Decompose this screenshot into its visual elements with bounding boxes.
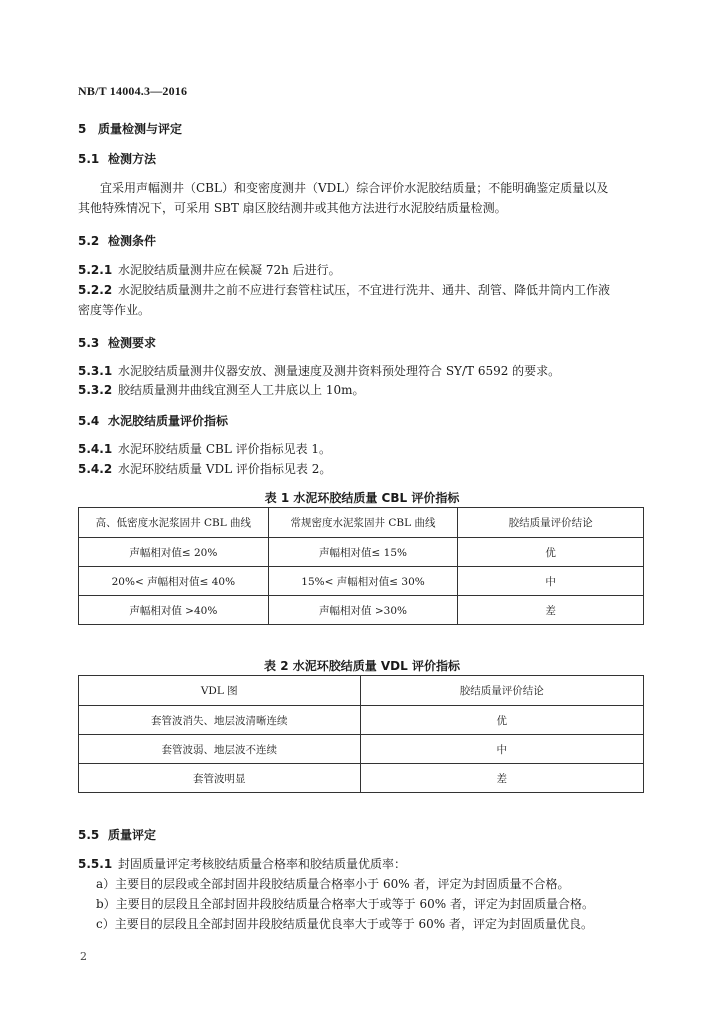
- table-row: [79, 764, 644, 793]
- section-number: 5.1: [78, 152, 100, 166]
- table-cell: 优: [458, 538, 644, 567]
- clause-5-5-1: [78, 855, 406, 872]
- section-5-2-heading: [78, 232, 156, 249]
- table-cell: 差: [458, 596, 644, 625]
- page-number: 2: [80, 950, 87, 963]
- list-item: b）主要目的层段且全部封固井段胶结质量合格率大于或等于 60% 者，评定为封固质量合格。: [96, 897, 594, 911]
- section-title: 检测条件: [108, 234, 157, 248]
- clause-text: 水泥胶结质量测井之前不应进行套管柱试压，不宜进行洗井、通井、刮管、降低井筒内工作液: [118, 283, 611, 297]
- section-5-5-heading: [78, 826, 156, 843]
- table-header-row: [79, 508, 644, 538]
- table-cell: 套管波弱、地层波不连续: [79, 735, 361, 764]
- standard-code-header: NB/T 14004.3—2016: [78, 84, 188, 98]
- paragraph-line: 其他特殊情况下，可采用 SBT 扇区胶结测井或其他方法进行水泥胶结质量检测。: [78, 201, 507, 215]
- table-row: [79, 596, 644, 625]
- clause-number: 5.2.1: [78, 263, 113, 277]
- clause-5-2-1: [78, 261, 341, 278]
- clause-number: 5.4.1: [78, 442, 113, 456]
- clause-number: 5.3.2: [78, 383, 113, 397]
- table-cell: 套管波消失、地层波清晰连续: [79, 706, 361, 735]
- clause-number: 5.4.2: [78, 462, 113, 476]
- table-row: [79, 735, 644, 764]
- table-2-caption: 表 2 水泥环胶结质量 VDL 评价指标: [264, 659, 460, 673]
- table-1: [78, 507, 644, 625]
- section-title: 质量评定: [108, 828, 157, 842]
- table-cell: 中: [360, 735, 644, 764]
- clause-text: 水泥环胶结质量 VDL 评价指标见表 2。: [118, 462, 332, 476]
- section-title: 质量检测与评定: [98, 122, 183, 136]
- table-cell: 声幅相对值≤ 15%: [268, 538, 458, 567]
- table-2: [78, 675, 644, 793]
- table-header-cell: 常规密度水泥浆固井 CBL 曲线: [268, 508, 458, 538]
- table-cell: 15%< 声幅相对值≤ 30%: [268, 567, 458, 596]
- table-cell: 20%< 声幅相对值≤ 40%: [79, 567, 269, 596]
- clause-number: 5.3.1: [78, 364, 113, 378]
- clause-text: 封固质量评定考核胶结质量合格率和胶结质量优质率：: [118, 857, 407, 871]
- clause-5-3-2: [78, 381, 364, 398]
- section-number: 5.3: [78, 336, 100, 350]
- section-title: 检测方法: [108, 152, 157, 166]
- table-1-caption: 表 1 水泥环胶结质量 CBL 评价指标: [264, 491, 460, 505]
- table-row: [79, 706, 644, 735]
- section-5-heading: [78, 120, 182, 137]
- section-number: 5: [78, 122, 87, 136]
- section-number: 5.5: [78, 828, 100, 842]
- clause-text: 胶结质量测井曲线宜测至人工井底以上 10m。: [118, 383, 365, 397]
- table-cell: 差: [360, 764, 644, 793]
- section-number: 5.2: [78, 234, 100, 248]
- table-row: [79, 567, 644, 596]
- list-item: a）主要目的层段或全部封固井段胶结质量合格率小于 60% 者，评定为封固质量不合格。: [96, 877, 570, 891]
- clause-5-4-2: [78, 460, 331, 477]
- clause-number: 5.2.2: [78, 283, 113, 297]
- clause-text: 水泥胶结质量测井仪器安放、测量速度及测井资料预处理符合 SY/T 6592 的要求。: [118, 364, 561, 378]
- table-row: [79, 538, 644, 567]
- paragraph-line: 宜采用声幅测井（CBL）和变密度测井（VDL）综合评价水泥胶结质量；不能明确鉴定质量以及: [100, 181, 609, 195]
- table-cell: 优: [360, 706, 644, 735]
- clause-text: 水泥胶结质量测井应在候凝 72h 后进行。: [118, 263, 341, 277]
- table-cell: 声幅相对值 >40%: [79, 596, 269, 625]
- table-cell: 中: [458, 567, 644, 596]
- section-title: 水泥胶结质量评价指标: [108, 414, 229, 428]
- list-item: c）主要目的层段且全部封固井段胶结质量优良率大于或等于 60% 者，评定为封固质量优良。: [96, 917, 594, 931]
- clause-5-2-2: [78, 281, 610, 298]
- clause-number: 5.5.1: [78, 857, 113, 871]
- section-5-1-heading: [78, 150, 156, 167]
- clause-text: 水泥环胶结质量 CBL 评价指标见表 1。: [118, 442, 332, 456]
- clause-continuation: 密度等作业。: [78, 303, 151, 317]
- table-cell: 声幅相对值 >30%: [268, 596, 458, 625]
- clause-5-4-1: [78, 440, 331, 457]
- table-cell: 套管波明显: [79, 764, 361, 793]
- table-header-cell: 胶结质量评价结论: [458, 508, 644, 538]
- clause-5-3-1: [78, 362, 560, 379]
- table-header-cell: 胶结质量评价结论: [360, 676, 644, 706]
- table-cell: 声幅相对值≤ 20%: [79, 538, 269, 567]
- section-title: 检测要求: [108, 336, 157, 350]
- table-header-cell: 高、低密度水泥浆固井 CBL 曲线: [79, 508, 269, 538]
- table-header-cell: VDL 图: [79, 676, 361, 706]
- section-5-3-heading: [78, 334, 156, 351]
- section-number: 5.4: [78, 414, 100, 428]
- table-header-row: [79, 676, 644, 706]
- section-5-4-heading: [78, 412, 228, 429]
